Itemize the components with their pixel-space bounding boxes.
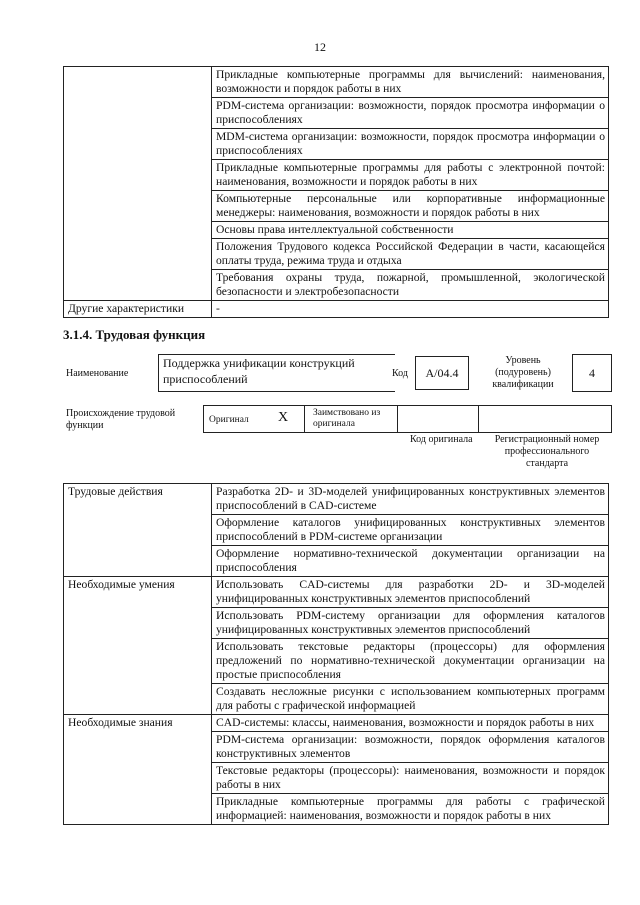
table-cell: Положения Трудового кодекса Российской Федерации в части, касающейся оплаты труда, режима труда и отдыха bbox=[212, 239, 609, 270]
table-cell: PDM-система организации: возможности, порядок просмотра информации о приспособлениях bbox=[212, 98, 609, 129]
code-original-label: Код оригинала bbox=[410, 434, 473, 445]
code-original-box bbox=[397, 405, 478, 433]
empty-label-cell bbox=[64, 67, 212, 301]
original-label: Оригинал bbox=[209, 415, 249, 425]
table-cell: Прикладные компьютерные программы для работы с электронной почтой: наименования, возможности и порядок работы в них bbox=[212, 160, 609, 191]
table-row bbox=[64, 577, 609, 608]
table-cell: Оформление нормативно-технической документации организации на приспособления bbox=[212, 546, 609, 577]
table-cell: Компьютерные персональные или корпоративные информационные менеджеры: наименования, возможности и порядок работы в них bbox=[212, 191, 609, 222]
table-row bbox=[64, 715, 609, 732]
level-value: 4 bbox=[589, 366, 595, 380]
table-row bbox=[64, 484, 609, 515]
section-heading: 3.1.4. Трудовая функция bbox=[63, 327, 206, 342]
other-characteristics-value: - bbox=[212, 301, 609, 318]
original-mark: X bbox=[278, 410, 289, 425]
table-cell: Требования охраны труда, пожарной, промышленной, экологической безопасности и электробезопасности bbox=[212, 270, 609, 301]
borrowed-label: Заимствовано из оригинала bbox=[313, 408, 381, 429]
borrowed-box bbox=[304, 405, 398, 433]
table-cell: Текстовые редакторы (процессоры): наименования, возможности и порядок работы в них bbox=[212, 763, 609, 794]
table-cell: Использовать PDM-систему организации для оформления каталогов унифицированных конструктивных элементов приспособлений bbox=[212, 608, 609, 639]
table-cell: PDM-система организации: возможности, порядок оформления каталогов конструктивных элементов bbox=[212, 732, 609, 763]
table-cell: CAD-системы: классы, наименования, возможности и порядок работы в них bbox=[212, 715, 609, 732]
table-cell: MDM-система организации: возможности, порядок просмотра информации о приспособлениях bbox=[212, 129, 609, 160]
name-label: Наименование bbox=[66, 368, 129, 379]
table-cell: Разработка 2D- и 3D-моделей унифицированных конструктивных элементов приспособлений в CAD-системе bbox=[212, 484, 609, 515]
level-label: Уровень (подуровень) квалификации bbox=[492, 355, 554, 390]
table-row bbox=[64, 301, 609, 318]
function-code-box bbox=[415, 356, 469, 390]
reg-number-box bbox=[478, 405, 612, 433]
function-table bbox=[63, 483, 609, 825]
page-number: 12 bbox=[314, 40, 326, 54]
table-cell: Прикладные компьютерные программы для вычислений: наименования, возможности и порядок работы в них bbox=[212, 67, 609, 98]
level-box bbox=[572, 354, 612, 392]
code-label: Код bbox=[392, 368, 408, 379]
original-box bbox=[203, 405, 304, 433]
table-cell: Основы права интеллектуальной собственности bbox=[212, 222, 609, 239]
table-cell: Использовать CAD-системы для разработки 2D- и 3D-моделей унифицированных конструктивных элементов приспособлений bbox=[212, 577, 609, 608]
reg-number-label: Регистрационный номер профессионального стандарта bbox=[494, 434, 600, 469]
group-label-actions: Трудовые действия bbox=[64, 484, 212, 577]
other-characteristics-label: Другие характеристики bbox=[64, 301, 212, 318]
group-label-skills: Необходимые умения bbox=[64, 577, 212, 715]
function-code: А/04.4 bbox=[425, 366, 459, 380]
origin-label: Происхождение трудовой функции bbox=[66, 408, 176, 431]
table-cell: Прикладные компьютерные программы для работы с графической информацией: наименования, возможности и порядок работы в них bbox=[212, 794, 609, 825]
table-row bbox=[64, 67, 609, 98]
table-cell: Оформление каталогов унифицированных конструктивных элементов приспособлений в PDM-системе организации bbox=[212, 515, 609, 546]
group-label-knowledge: Необходимые знания bbox=[64, 715, 212, 825]
table-cell: Использовать текстовые редакторы (процессоры) для оформления предложений по нормативно-технической документации организации на простые приспособления bbox=[212, 639, 609, 684]
function-name: Поддержка унификации конструкций приспособлений bbox=[163, 356, 355, 386]
top-knowledge-table bbox=[63, 66, 609, 318]
function-name-box bbox=[158, 354, 395, 392]
table-cell: Создавать несложные рисунки с использованием компьютерных программ для работы с графической информацией bbox=[212, 684, 609, 715]
